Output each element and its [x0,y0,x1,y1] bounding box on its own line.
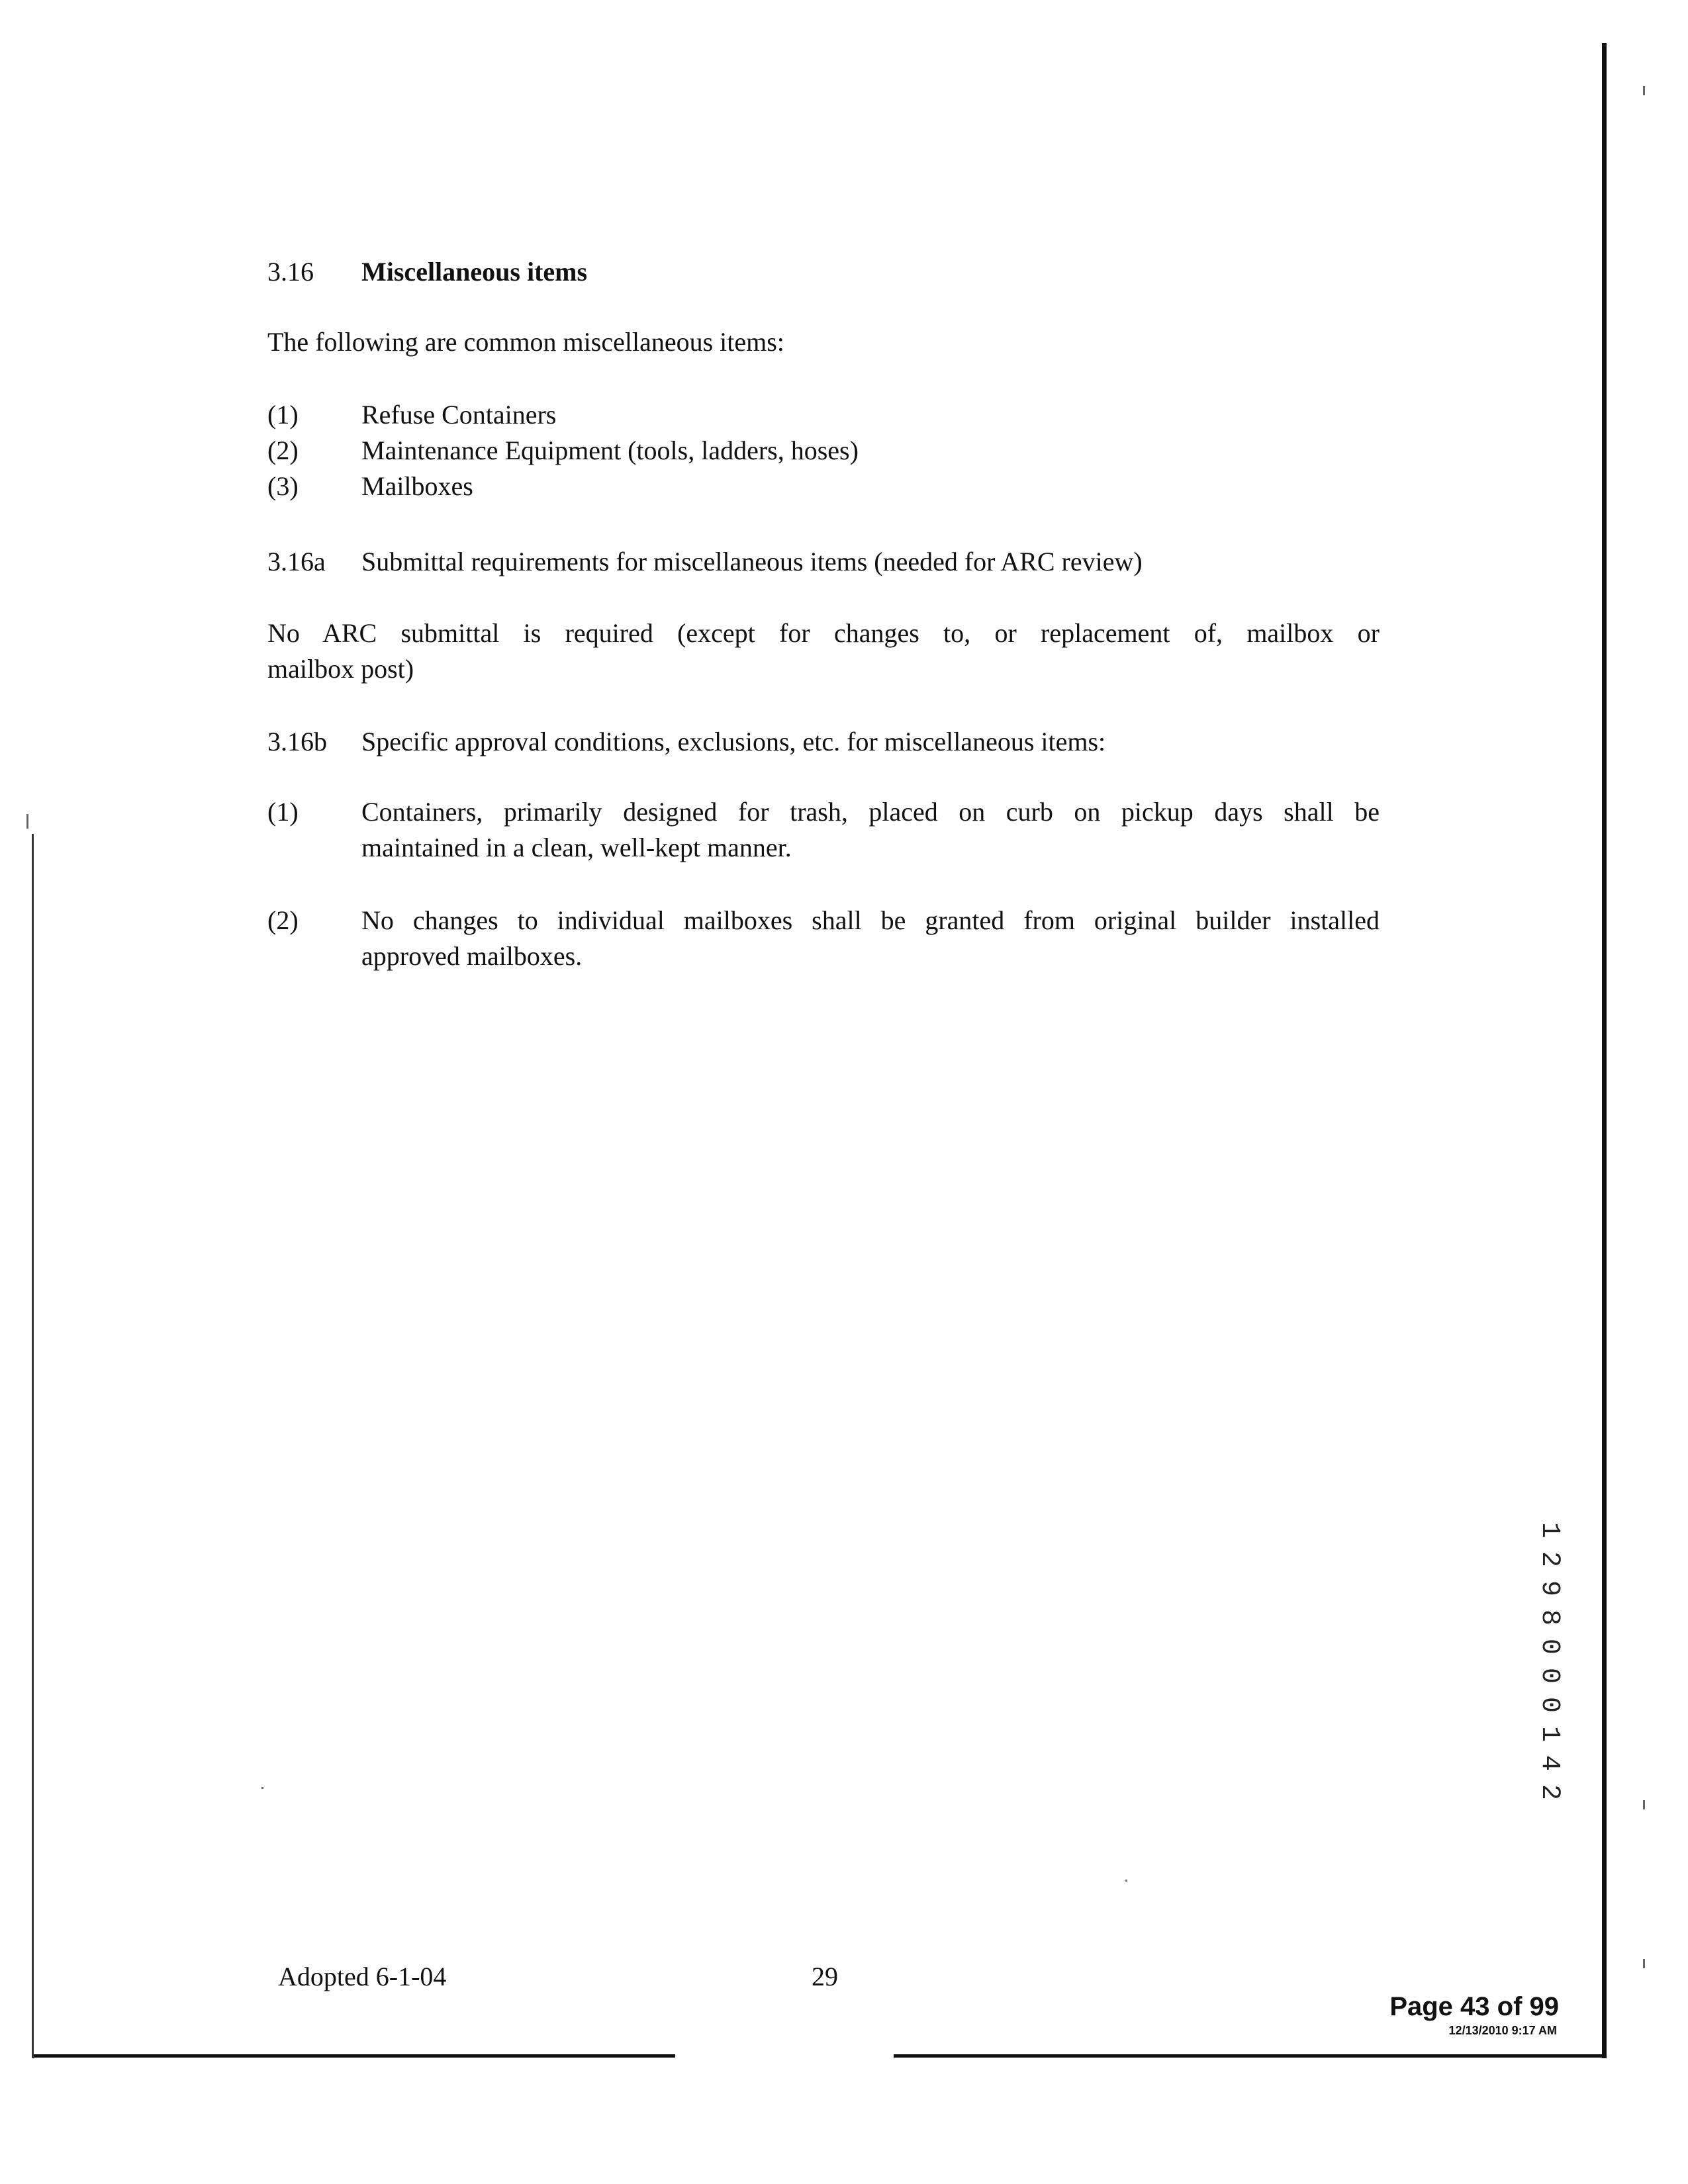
footer-page-number: 29 [812,1962,838,1991]
scan-speck [26,814,28,829]
subsection-b-title: Specific approval conditions, exclusions, etc. for miscellaneous items: [361,727,1106,756]
scan-speck [1125,1880,1127,1882]
condition-line: maintained in a clean, well-kept manner. [361,833,792,862]
condition-line: Containers, primarily designed for trash, placed on curb on pickup days shall be [361,797,1380,827]
subsection-a-paragraph-line1: No ARC submittal is required (except for changes to, or replacement of, mailbox or [267,618,1380,648]
section-intro: The following are common miscellaneous items: [267,327,784,357]
condition-line: No changes to individual mailboxes shall be granted from original builder installed [361,905,1380,935]
subsection-b-number: 3.16b [267,727,327,756]
footer-timestamp: 12/13/2010 9:17 AM [1448,2024,1557,2037]
scan-speck [1643,86,1645,95]
condition-line: approved mailboxes. [361,941,583,971]
footer-adopted-date: Adopted 6-1-04 [278,1962,447,1991]
list-item-number: (2) [267,435,299,465]
scan-speck [261,1787,263,1789]
footer-page-of: Page 43 of 99 [1389,1992,1559,2021]
subsection-a-number: 3.16a [267,547,326,576]
section-title: Miscellaneous items [361,257,588,287]
section-number: 3.16 [267,257,314,287]
condition-number: (2) [267,905,299,935]
subsection-a-paragraph-line2: mailbox post) [267,654,414,684]
scan-border-bottom-left [33,2054,675,2058]
list-item: Refuse Containers [361,400,557,430]
scan-border-left [32,834,34,2058]
list-item: Mailboxes [361,471,473,501]
list-item-number: (3) [267,471,299,501]
list-item-number: (1) [267,400,299,430]
subsection-a-title: Submittal requirements for miscellaneous items (needed for ARC review) [361,547,1143,576]
scan-speck [1643,1800,1645,1809]
document-stamp-number: 1 2 9 8 0 0 0 1 4 2 [1534,1522,1564,1800]
scan-border-right [1602,43,1607,2058]
scan-border-bottom-right [894,2054,1605,2058]
scan-speck [1643,1959,1645,1968]
list-item: Maintenance Equipment (tools, ladders, hoses) [361,435,859,465]
condition-number: (1) [267,797,299,827]
